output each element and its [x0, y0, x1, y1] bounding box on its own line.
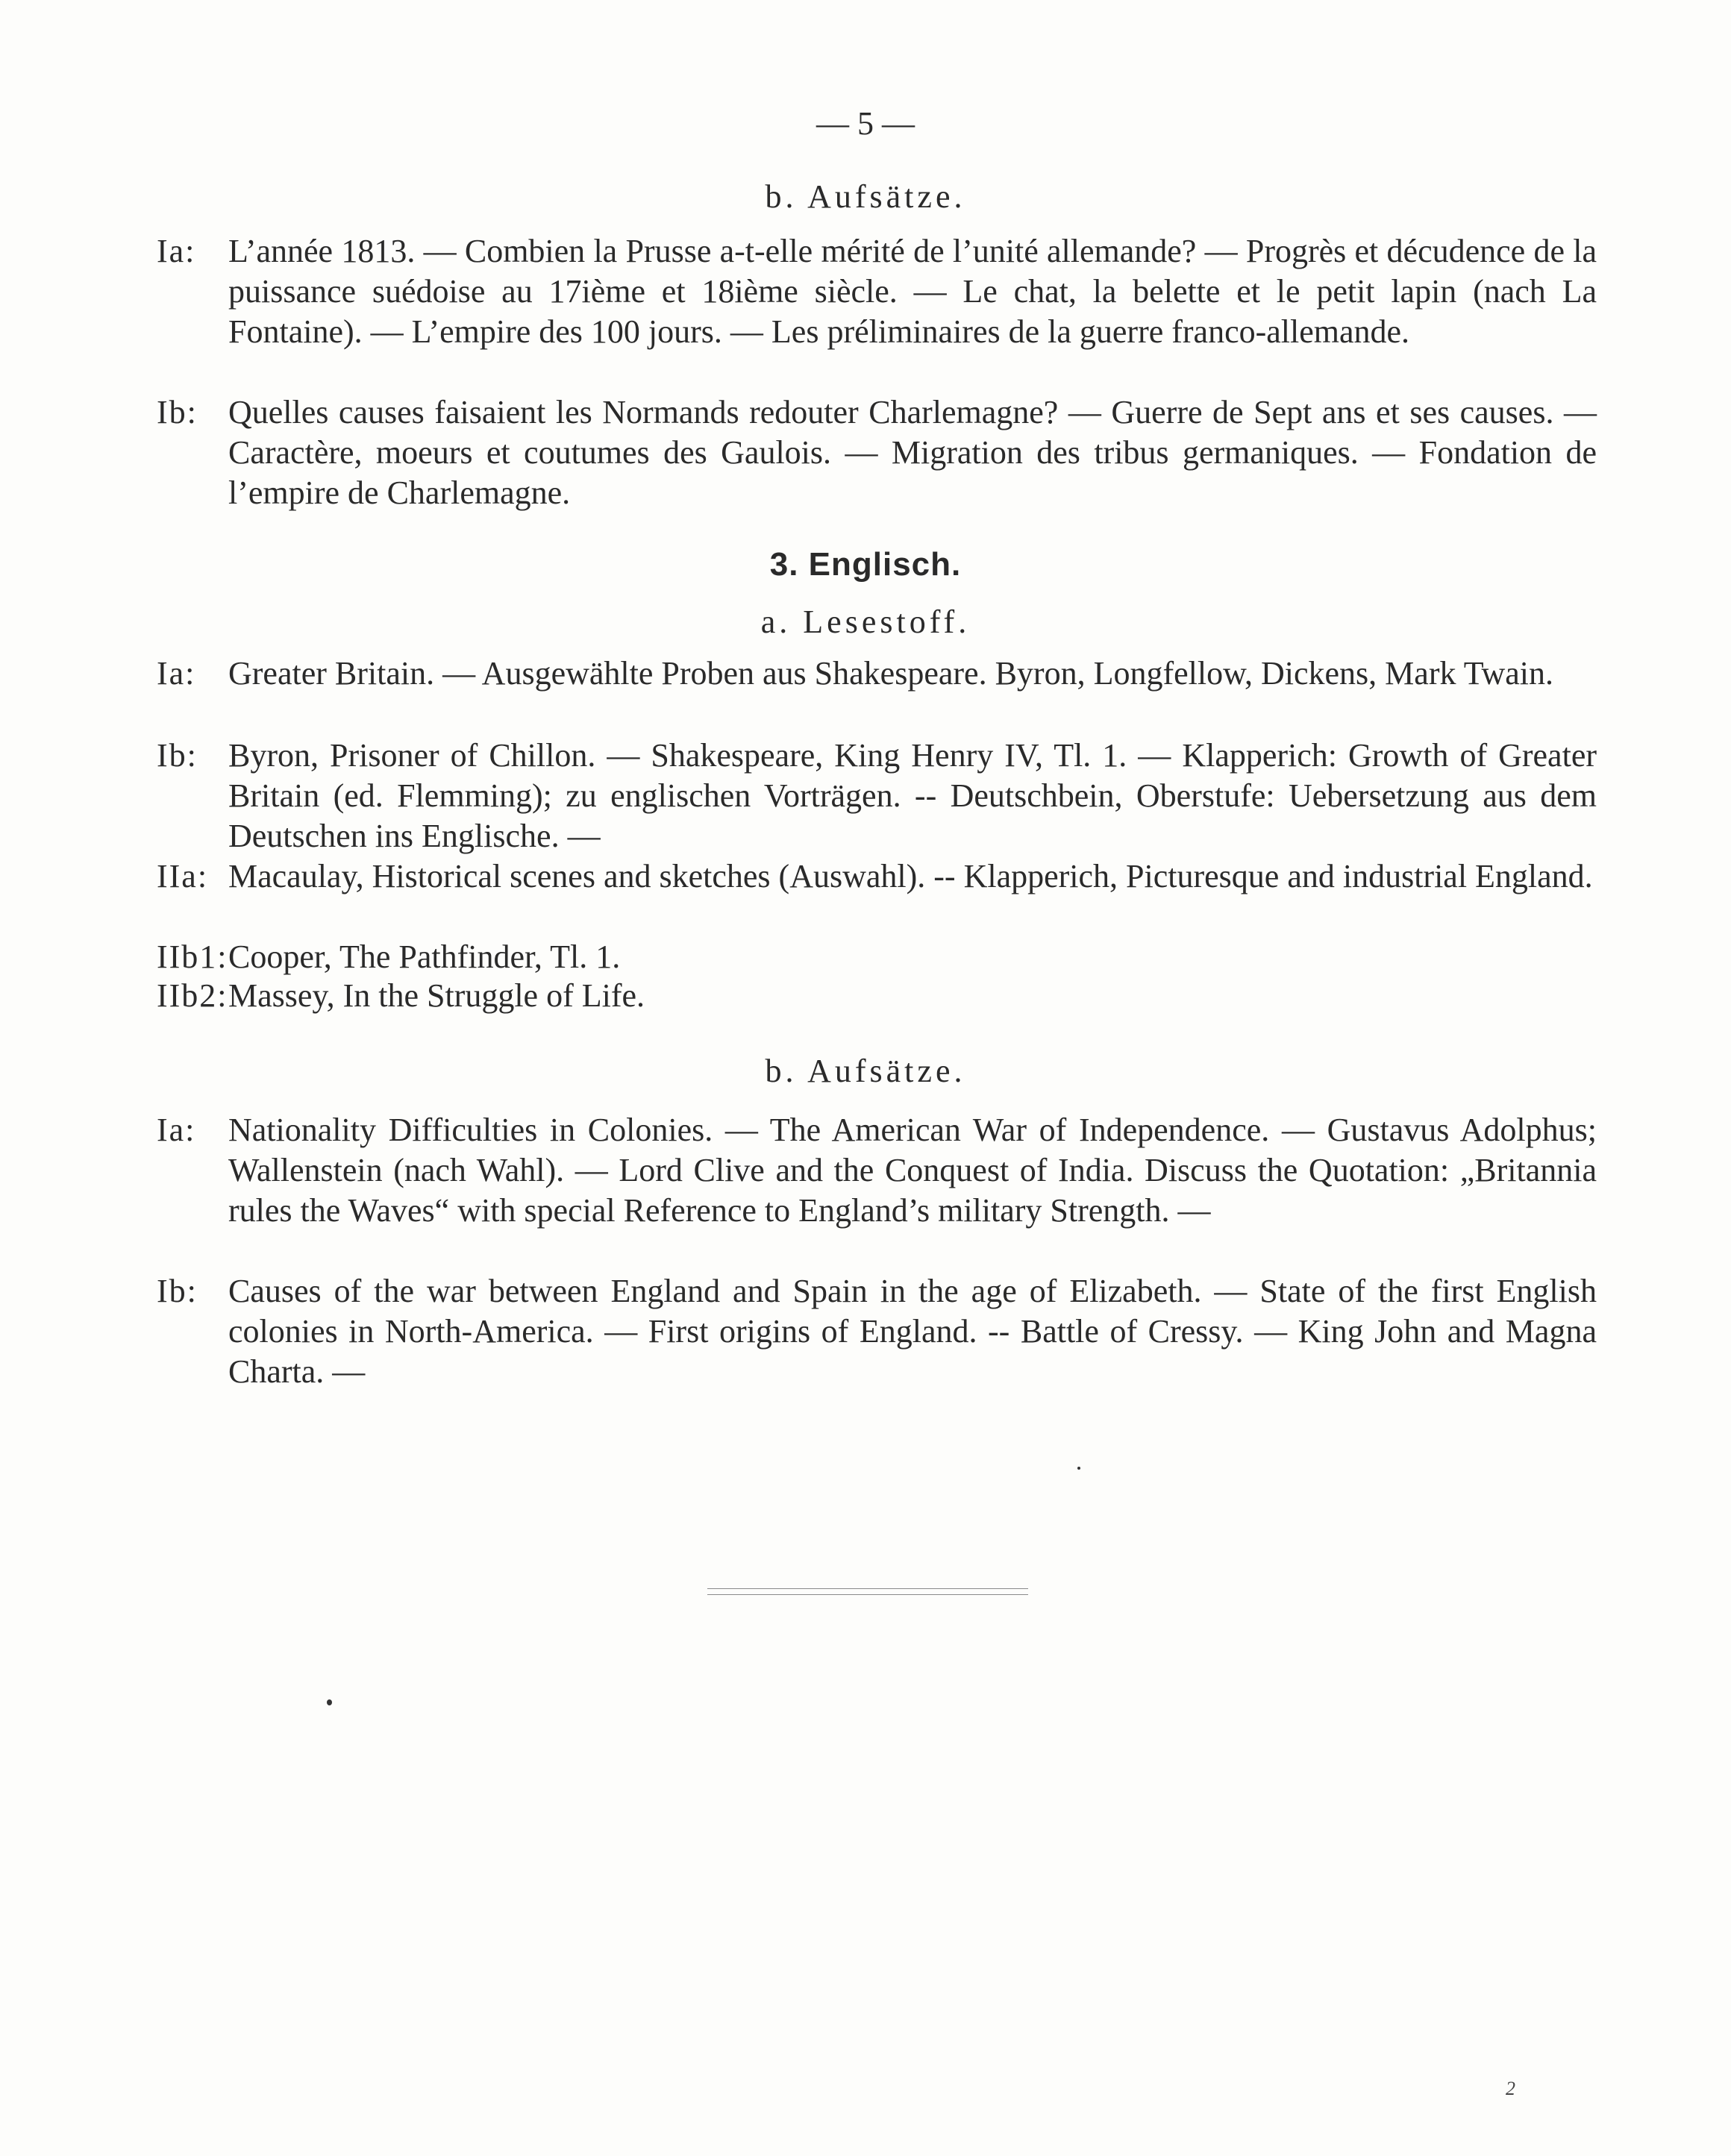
french-aufsaetze-heading: b. Aufsätze. — [765, 178, 966, 215]
french-aufsatz-entry-ib — [157, 392, 1597, 513]
english-lesestoff-heading: a. Lesestoff. — [760, 604, 971, 640]
entry-text: Quelles causes faisaient les Normands redouter Charlemagne? — Guerre de Sept ans et ses causes. — Caractère, moeurs et coutumes des Gaulois. — Migration des tribus germaniques. — Fondation de l’empire de Charlemagne. — [228, 394, 1597, 511]
entry-text: L’année 1813. — Combien la Prusse a-t-elle mérité de l’unité allemande? — Progrès et décudence de la puissance suédoise au 17ième et 18ième siècle. — Le chat, la belette et le petit lapin (nach La Fontaine). — L’empire des 100 jours. — Les préliminaires de la guerre franco-allemande. — [228, 233, 1597, 350]
class-label: Ia: — [157, 655, 196, 692]
english-lesestoff-entry-iia — [157, 856, 1597, 897]
english-lesestoff-entry-iib2 — [157, 976, 1597, 1016]
english-aufsatz-entry-ib — [157, 1271, 1597, 1392]
french-aufsatz-entry-ia — [157, 231, 1597, 352]
double-rule-separator — [707, 1588, 1028, 1595]
entry-text: Byron, Prisoner of Chillon. — Shakespeare, King Henry IV, Tl. 1. — Klapperich: Growth of Greater Britain (ed. Flemming); zu englischen Vorträgen. -- Deutschbein, Oberstufe: Uebersetzung aus dem Deutschen ins Englische. — — [228, 737, 1597, 854]
page-number: — 5 — — [816, 105, 915, 142]
english-aufsatz-entry-ia — [157, 1110, 1597, 1231]
english-lesestoff-entry-ib — [157, 736, 1597, 856]
english-lesestoff-entry-ia — [157, 654, 1597, 694]
english-section-title: 3. Englisch. — [769, 546, 962, 583]
ink-speck — [327, 1699, 332, 1705]
class-label: IIb1: — [157, 938, 228, 975]
class-label: IIb2: — [157, 977, 228, 1014]
entry-text: Greater Britain. — Ausgewählte Proben aus Shakespeare. Byron, Longfellow, Dickens, Mark Twain. — [228, 655, 1554, 692]
english-lesestoff-entry-iib1 — [157, 937, 1597, 977]
english-aufsaetze-heading: b. Aufsätze. — [765, 1053, 966, 1089]
sheet-mark: 2 — [1506, 2078, 1515, 2099]
class-label: IIa: — [157, 858, 209, 894]
entry-text: Nationality Difficulties in Colonies. — The American War of Independence. — Gustavus Adolphus; Wallenstein (nach Wahl). — Lord Clive and the Conquest of India. Discuss the Quotation: „Britannia rules the Waves“ with special Reference to England’s military Strength. — — [228, 1112, 1597, 1229]
class-label: Ia: — [157, 1112, 196, 1148]
entry-text: Massey, In the Struggle of Life. — [228, 977, 645, 1014]
ink-speck — [1077, 1467, 1080, 1470]
class-label: Ib: — [157, 1273, 198, 1309]
class-label: Ib: — [157, 394, 198, 430]
entry-text: Causes of the war between England and Spain in the age of Elizabeth. — State of the first English colonies in North-America. — First origins of England. -- Battle of Cressy. — King John and Magna Charta. — — [228, 1273, 1597, 1390]
entry-text: Cooper, The Pathfinder, Tl. 1. — [228, 938, 621, 975]
class-label: Ib: — [157, 737, 198, 774]
class-label: Ia: — [157, 233, 196, 269]
entry-text: Macaulay, Historical scenes and sketches (Auswahl). -- Klapperich, Picturesque and industrial England. — [228, 858, 1593, 894]
